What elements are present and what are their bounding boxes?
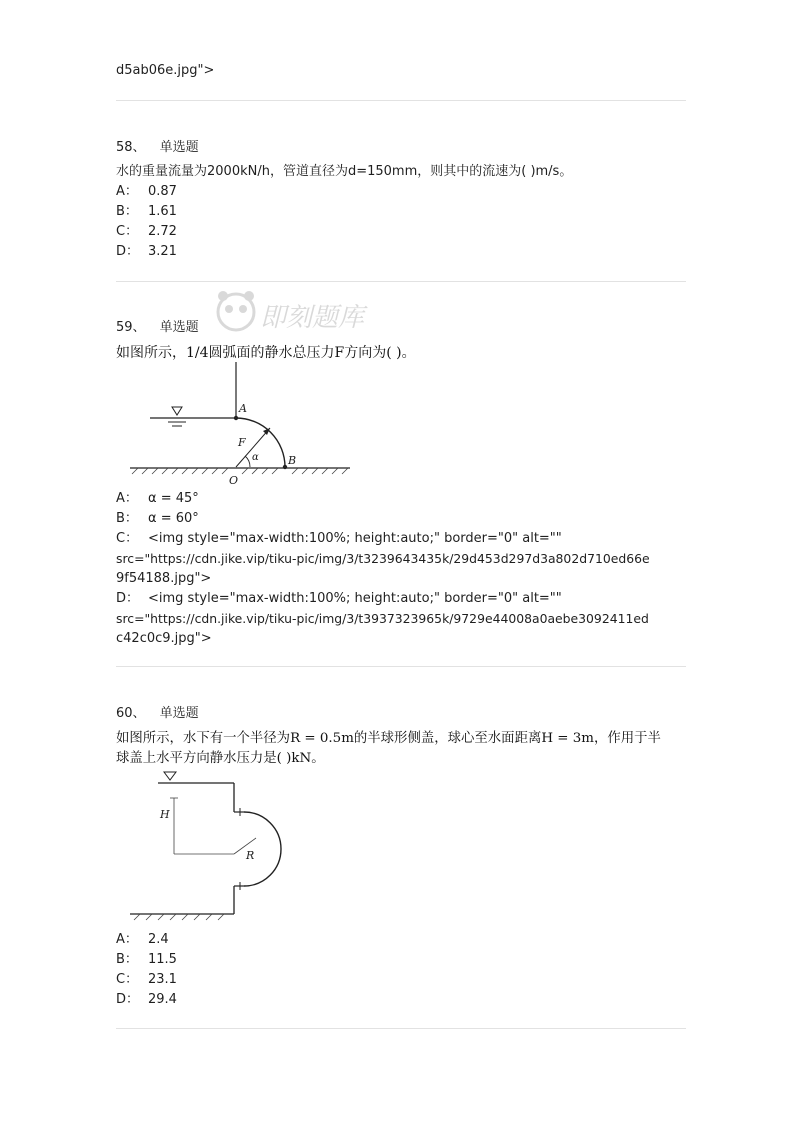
option-text: α = 60° <box>148 511 199 526</box>
option-key: A： <box>116 184 138 199</box>
option-c-continuation: src="https://cdn.jike.vip/tiku-pic/img/3/t3239643435k/29d453d297d3a802d710ed66e <box>116 551 650 566</box>
option-text: 2.72 <box>148 224 177 239</box>
question-separator: 、 <box>132 706 146 721</box>
watermark-text: 即刻题库 <box>260 303 365 333</box>
option-c <box>116 972 177 988</box>
hemisphere-cover-figure <box>128 768 288 932</box>
divider <box>116 1028 686 1029</box>
hemisphere-cover-diagram <box>128 768 288 928</box>
question-60-stem-line-1: 如图所示，水下有一个半径为R = 0.5m的半球形侧盖，球心至水面距离H = 3m，作用于半 <box>116 731 661 746</box>
question-type: 单选题 <box>159 706 199 721</box>
option-d-continuation: src="https://cdn.jike.vip/tiku-pic/img/3/t3937323965k/9729e44008a0aebe3092411ed <box>116 611 649 626</box>
option-b <box>116 204 177 220</box>
panda-logo-icon <box>214 288 365 338</box>
question-separator: 、 <box>132 140 146 155</box>
option-text: 11.5 <box>148 952 177 967</box>
option-key: D： <box>116 244 140 259</box>
option-c <box>116 531 562 547</box>
option-key: D： <box>116 591 140 606</box>
option-text: α = 45° <box>148 491 199 506</box>
label-f: F <box>238 436 246 449</box>
option-b <box>116 952 177 968</box>
option-key: B： <box>116 204 138 219</box>
option-text: 3.21 <box>148 244 177 259</box>
option-c-continuation: 9f54188.jpg"> <box>116 571 212 586</box>
option-d <box>116 591 562 607</box>
option-key: D： <box>116 992 140 1007</box>
question-60-stem-line-2: 球盖上水平方向静水压力是( )kN。 <box>116 751 325 766</box>
option-text: 29.4 <box>148 992 177 1007</box>
label-a: A <box>239 402 247 415</box>
option-b <box>116 511 199 527</box>
option-text: <img style="max-width:100%; height:auto;" border="0" alt="" <box>148 591 562 606</box>
option-key: C： <box>116 972 139 987</box>
option-a <box>116 184 177 200</box>
question-58-header <box>116 140 199 156</box>
question-separator: 、 <box>132 320 146 335</box>
option-d <box>116 244 177 260</box>
option-d <box>116 992 177 1008</box>
option-text: 23.1 <box>148 972 177 987</box>
question-59-header <box>116 320 199 336</box>
question-60-header <box>116 706 199 722</box>
arc-surface-diagram <box>128 360 368 485</box>
option-a <box>116 491 199 507</box>
label-h: H <box>160 808 170 821</box>
option-text: 2.4 <box>148 932 169 947</box>
previous-question-fragment: d5ab06e.jpg"> <box>116 63 215 78</box>
option-key: A： <box>116 932 138 947</box>
question-number: 60 <box>116 706 133 721</box>
divider <box>116 281 686 282</box>
option-key: C： <box>116 224 139 239</box>
option-key: B： <box>116 952 138 967</box>
option-text: 1.61 <box>148 204 177 219</box>
arc-surface-figure <box>128 360 368 489</box>
option-text: <img style="max-width:100%; height:auto;" border="0" alt="" <box>148 531 562 546</box>
question-59-stem: 如图所示，1/4圆弧面的静水总压力F方向为( )。 <box>116 345 416 361</box>
option-key: C： <box>116 531 139 546</box>
label-alpha: α <box>252 452 259 463</box>
option-key: B： <box>116 511 138 526</box>
label-r: R <box>246 849 255 862</box>
option-c <box>116 224 177 240</box>
label-b: B <box>288 454 297 467</box>
question-number: 59 <box>116 320 133 335</box>
question-number: 58 <box>116 140 133 155</box>
option-key: A： <box>116 491 138 506</box>
question-58-stem: 水的重量流量为2000kN/h，管道直径为d=150mm，则其中的流速为( )m/s。 <box>116 164 573 179</box>
option-d-continuation: c42c0c9.jpg"> <box>116 631 212 646</box>
option-a <box>116 932 169 948</box>
option-text: 0.87 <box>148 184 177 199</box>
divider <box>116 100 686 101</box>
question-type: 单选题 <box>159 320 199 335</box>
watermark <box>214 288 365 342</box>
label-o: O <box>229 474 239 487</box>
divider <box>116 666 686 667</box>
question-type: 单选题 <box>159 140 199 155</box>
